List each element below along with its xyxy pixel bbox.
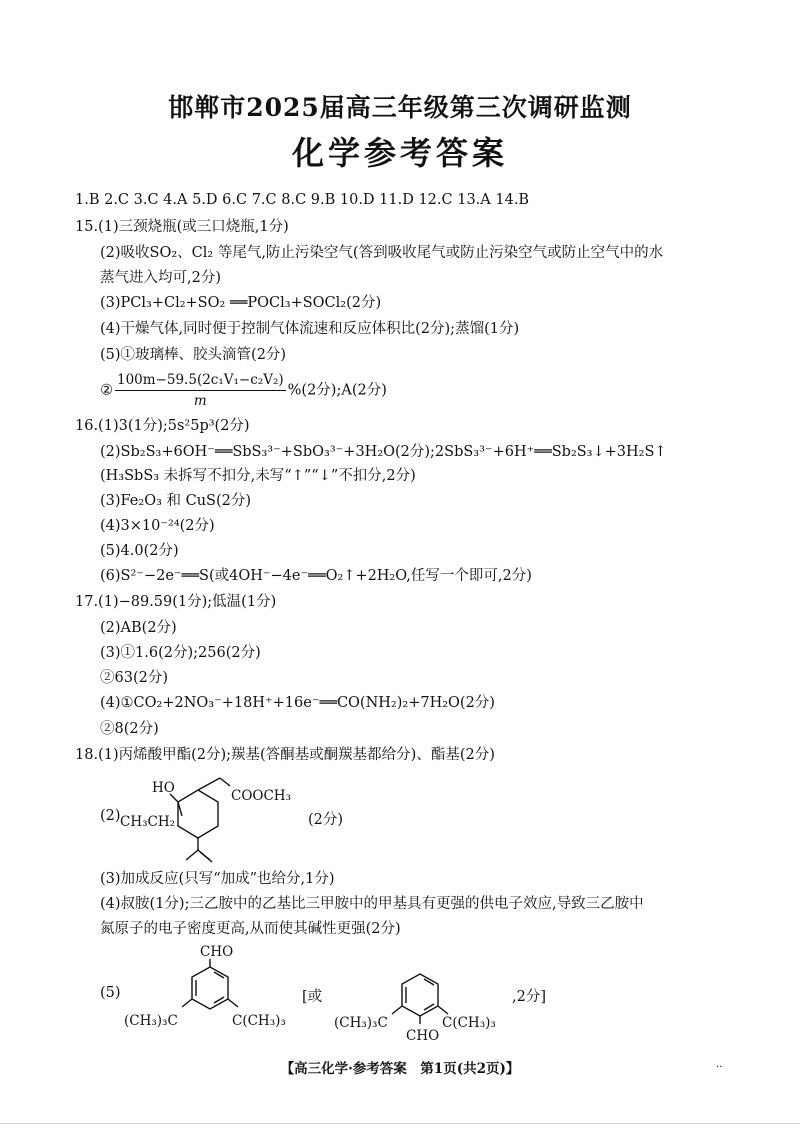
q17-part4: (4)①CO₂+2NO₃⁻+18H⁺+16e⁻══CO(NH₂)₂+7H₂O(2分)	[100, 695, 495, 711]
benzene-ring-a	[192, 967, 228, 1009]
q15-part6-prefix: ②	[100, 382, 113, 399]
document-subtitle: 化学参考答案	[291, 134, 508, 172]
hydroxyl-label: HO	[152, 780, 175, 796]
aldehyde-label-b: CHO	[406, 1028, 440, 1044]
cyclohexane-ring	[178, 790, 218, 838]
q17-part1: 17.(1)−89.59(1分);低温(1分)	[75, 594, 277, 610]
q15-part1: 15.(1)三颈烧瓶(或三口烧瓶,1分)	[75, 219, 289, 235]
ethyl-label: CH₃CH₂	[120, 814, 176, 830]
q18-part5-label: (5)	[100, 985, 121, 1001]
q15-part4: (4)干燥气体,同时便于控制气体流速和反应体积比(2分);蒸馏(1分)	[100, 321, 520, 337]
q18-part2-label: (2)	[100, 808, 121, 824]
q18-structure-2	[118, 772, 318, 872]
q15-part6-suffix: %(2分);A(2分)	[287, 382, 387, 399]
q18-part3: (3)加成反应(只写“加成”也给分,1分)	[100, 871, 335, 887]
footer-mark: ··	[716, 1062, 723, 1073]
page-bottom-divider	[0, 1123, 800, 1124]
q15-part3: (3)PCl₃+Cl₂+SO₂ ══POCl₃+SOCl₂(2分)	[100, 295, 382, 311]
q17-part3-2: ②63(2分)	[100, 670, 168, 686]
q16-part2: (2)Sb₂S₃+6OH⁻══SbS₃³⁻+SbO₃³⁻+3H₂O(2分);2SbS₃³⁻+6H⁺══Sb₂S₃↓+3H₂S↑	[100, 444, 667, 460]
benzene-ring-b	[402, 974, 438, 1016]
exam-title: 邯郸市2025届高三年级第三次调研监测	[168, 93, 632, 122]
q18-part5-score: ,2分]	[512, 989, 546, 1005]
fraction-denominator: m	[193, 393, 207, 409]
page-footer: 【高三化学·参考答案 第1页(共2页)】	[280, 1061, 520, 1077]
q18-part5-or: [或	[302, 989, 323, 1005]
q16-part5: (5)4.0(2分)	[100, 543, 179, 559]
ester-label: COOCH₃	[231, 788, 291, 804]
q16-part1: 16.(1)3(1分);5s²5p³(2分)	[75, 418, 250, 434]
q16-part3: (3)Fe₂O₃ 和 CuS(2分)	[100, 493, 252, 509]
q15-part6-formula	[100, 371, 387, 410]
q15-part2-line2: 蒸气进入均可,2分)	[100, 270, 221, 286]
q15-part5: (5)①玻璃棒、胶头滴管(2分)	[100, 347, 287, 363]
q16-part2-note: (H₃SbS₃ 未拆写不扣分,未写“↑”“↓”不扣分,2分)	[100, 468, 416, 484]
q18-structure-5a	[120, 945, 310, 1035]
aldehyde-label: CHO	[200, 945, 234, 960]
q17-part3: (3)①1.6(2分);256(2分)	[100, 645, 261, 661]
q15-part2-line1: (2)吸收SO₂、Cl₂ 等尾气,防止污染空气(答到吸收尾气或防止污染空气或防止空气中的水	[100, 245, 664, 261]
tert-butyl-left-label-b: (CH₃)₃C	[334, 1015, 388, 1031]
tert-butyl-left-label: (CH₃)₃C	[124, 1013, 178, 1029]
q18-part4-line2: 氮原子的电子密度更高,从而使其碱性更强(2分)	[100, 921, 401, 937]
fraction-numerator: 100m−59.5(2c₁V₁−c₂V₂)	[115, 371, 286, 391]
q18-part4-line1: (4)叔胺(1分);三乙胺中的乙基比三甲胺中的甲基具有更强的供电子效应,导致三乙胺中	[100, 896, 644, 912]
q16-part4: (4)3×10⁻²⁴(2分)	[100, 518, 215, 534]
q17-part2: (2)AB(2分)	[100, 620, 177, 636]
q18-part2-score: (2分)	[308, 812, 344, 828]
tert-butyl-right-label: C(CH₃)₃	[232, 1013, 286, 1029]
q16-part6: (6)S²⁻−2e⁻══S(或4OH⁻−4e⁻══O₂↑+2H₂O,任写一个即可,2分)	[100, 568, 532, 584]
q18-structure-5b	[330, 960, 530, 1045]
purity-fraction	[115, 371, 286, 410]
q18-part1: 18.(1)丙烯酸甲酯(2分);羰基(答酮基或酮羰基都给分)、酯基(2分)	[75, 747, 495, 763]
tert-butyl-right-label-b: C(CH₃)₃	[442, 1015, 496, 1031]
multiple-choice-answers: 1.B 2.C 3.C 4.A 5.D 6.C 7.C 8.C 9.B 10.D 11.D 12.C 13.A 14.B	[75, 192, 530, 208]
q17-part4-2: ②8(2分)	[100, 721, 159, 737]
